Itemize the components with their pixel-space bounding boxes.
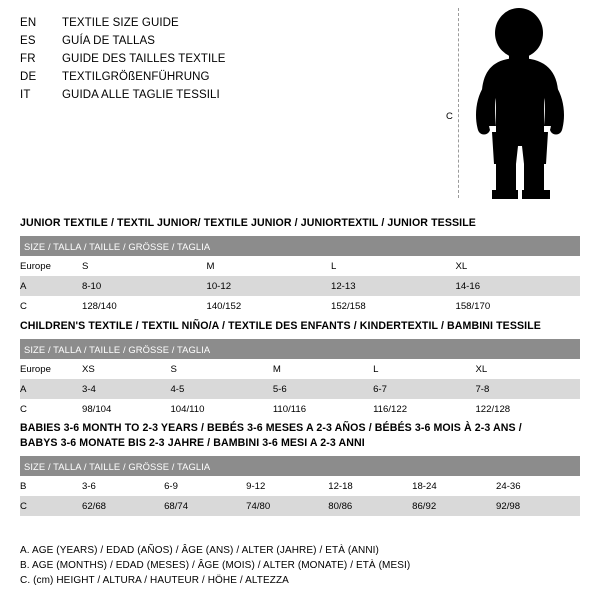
table-row (20, 399, 580, 419)
row-label: C (20, 500, 27, 512)
children-size-table (20, 339, 580, 419)
row-value: 122/128 (475, 403, 511, 415)
row-label: B (20, 480, 27, 492)
table-row (20, 359, 580, 379)
row-label: C (20, 300, 27, 312)
row-value: 6-9 (164, 480, 178, 492)
table-row (20, 476, 580, 496)
language-code: DE (20, 71, 37, 83)
language-code: IT (20, 89, 31, 101)
language-code: FR (20, 53, 36, 65)
row-value: L (331, 260, 337, 272)
language-row (20, 14, 440, 32)
row-value: 98/104 (82, 403, 112, 415)
height-guide-line (458, 8, 459, 198)
table-header-label: SIZE / TALLA / TAILLE / GRÖSSE / TAGLIA (24, 460, 211, 472)
row-value: 92/98 (496, 500, 521, 512)
row-value: M (206, 260, 215, 272)
table-header-row (20, 236, 580, 256)
row-value: 9-12 (246, 480, 266, 492)
language-title: TEXTILE SIZE GUIDE (62, 17, 179, 29)
legend (20, 543, 580, 588)
language-row (20, 50, 440, 68)
row-value: 4-5 (170, 383, 185, 395)
section-title-junior: JUNIOR TEXTILE / TEXTIL JUNIOR/ TEXTILE JUNIOR / JUNIORTEXTIL / JUNIOR TESSILE (20, 217, 476, 229)
language-row (20, 86, 440, 104)
row-value: 80/86 (328, 500, 353, 512)
child-silhouette-icon (466, 6, 576, 201)
row-value: 152/158 (331, 300, 366, 312)
row-value: 12-18 (328, 480, 353, 492)
section-title-children: CHILDREN'S TEXTILE / TEXTIL NIÑO/A / TEXTILE DES ENFANTS / KINDERTEXTIL / BAMBINI TESSILE (20, 320, 541, 332)
row-label: C (20, 403, 27, 415)
row-label: A (20, 280, 27, 292)
row-value: 14-16 (455, 280, 481, 292)
table-header-row (20, 456, 580, 476)
language-code: EN (20, 17, 37, 29)
language-code: ES (20, 35, 36, 47)
row-value: 5-6 (272, 383, 287, 395)
row-value: L (373, 363, 379, 375)
row-value: 158/170 (455, 300, 491, 312)
row-value: M (272, 363, 281, 375)
row-value: 140/152 (206, 300, 242, 312)
table-row (20, 496, 580, 516)
row-value: 18-24 (412, 480, 437, 492)
babies-size-table (20, 456, 580, 516)
row-value: 74/80 (246, 500, 271, 512)
row-value: 68/74 (164, 500, 189, 512)
table-header-label: SIZE / TALLA / TAILLE / GRÖSSE / TAGLIA (24, 343, 211, 355)
table-row (20, 296, 580, 316)
legend-line-a: A. AGE (YEARS) / EDAD (AÑOS) / ÂGE (ANS) / ALTER (JAHRE) / ETÀ (ANNI) (20, 545, 379, 556)
row-value: 110/116 (272, 403, 307, 415)
measurement-figure (436, 6, 586, 201)
row-value: 3-4 (82, 383, 96, 395)
row-value: 3-6 (82, 480, 96, 492)
measure-label-c: C (446, 111, 453, 122)
table-row (20, 379, 580, 399)
row-value: 6-7 (373, 383, 387, 395)
row-value: 8-10 (82, 280, 102, 292)
table-row (20, 276, 580, 296)
table-header-label: SIZE / TALLA / TAILLE / GRÖSSE / TAGLIA (24, 240, 211, 252)
row-value: S (82, 260, 89, 272)
row-label: Europe (20, 260, 51, 272)
row-value: 24-36 (496, 480, 521, 492)
language-row (20, 68, 440, 86)
language-title: GUIDE DES TAILLES TEXTILE (62, 53, 226, 65)
row-value: 104/110 (170, 403, 205, 415)
row-value: XL (475, 363, 488, 375)
section-title-babies-line2: BABYS 3-6 MONATE BIS 2-3 JAHRE / BAMBINI 3-6 MESI A 2-3 ANNI (20, 437, 365, 449)
language-title: GUÍA DE TALLAS (62, 35, 156, 47)
row-value: 116/122 (373, 403, 408, 415)
row-value: 128/140 (82, 300, 117, 312)
language-header (20, 14, 440, 104)
row-value: 86/92 (412, 500, 437, 512)
table-header-row (20, 339, 580, 359)
row-value: S (170, 363, 177, 375)
row-label: A (20, 383, 27, 395)
row-value: 12-13 (331, 280, 356, 292)
row-value: 7-8 (475, 383, 490, 395)
legend-line-c: C. (cm) HEIGHT / ALTURA / HAUTEUR / HÖHE / ALTEZZA (20, 575, 289, 586)
language-title: GUIDA ALLE TAGLIE TESSILI (62, 89, 220, 101)
row-value: XS (82, 363, 95, 375)
language-title: TEXTILGRÖßENFÜHRUNG (62, 71, 210, 83)
row-value: 10-12 (206, 280, 232, 292)
row-value: 62/68 (82, 500, 107, 512)
legend-line-b: B. AGE (MONTHS) / EDAD (MESES) / ÂGE (MOIS) / ALTER (MONATE) / ETÀ (MESI) (20, 560, 411, 571)
language-row (20, 32, 440, 50)
section-title-babies: BABIES 3-6 MONTH TO 2-3 YEARS / BEBÉS 3-6 MESES A 2-3 AÑOS / BÉBÉS 3-6 MOIS À 2-3 ANS / (20, 422, 522, 434)
row-label: Europe (20, 363, 51, 375)
table-row (20, 256, 580, 276)
row-value: XL (455, 260, 468, 272)
junior-size-table (20, 236, 580, 316)
